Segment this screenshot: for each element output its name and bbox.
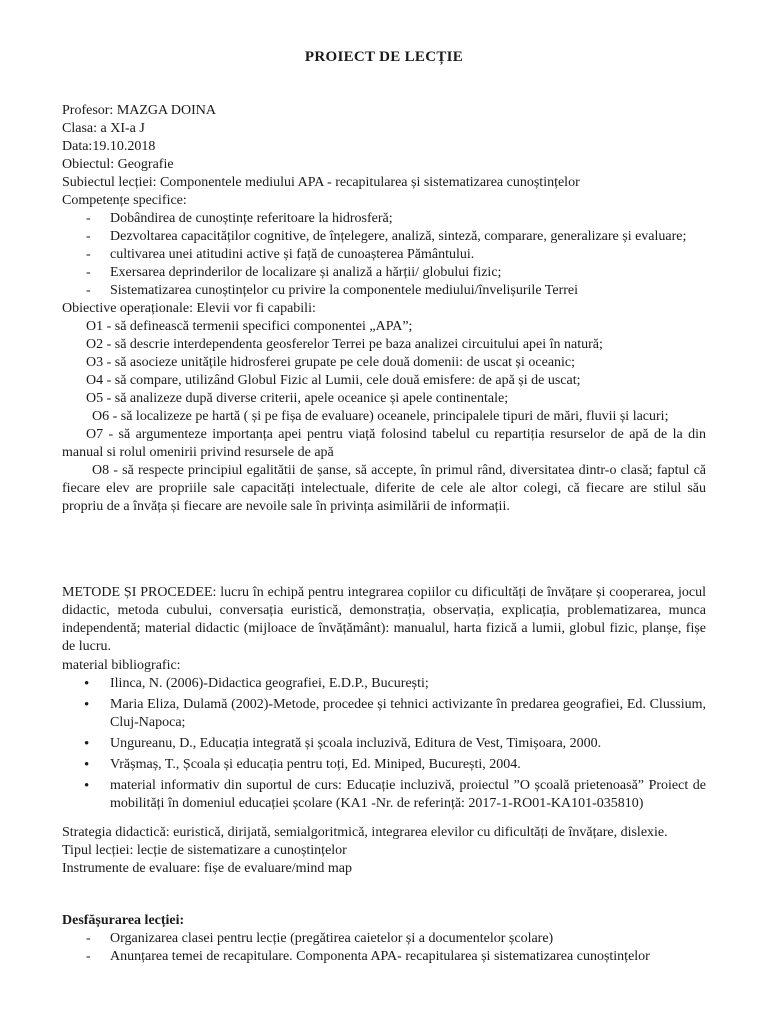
- methods-paragraph: METODE ȘI PROCEDEE: lucru în echipă pentru integrarea copiilor cu dificultăți de învățare și cooperarea, jocul didactic, metoda cubului, conversația euristică, demonstrația, observația, explicația, problematizarea, munca independentă; material didactic (mijloace de învățământ): manualul, harta fizică a lumii, globul fizic, planșe, fișe de lucru.: [62, 585, 706, 654]
- evaluation-tools-line: Instrumente de evaluare: fișe de evaluare/mind map: [62, 861, 352, 876]
- strategy-section: [62, 824, 706, 878]
- list-item: • Ilinca, N. (2006)-Didactica geografiei, E.D.P., București;: [62, 675, 706, 693]
- objectives-heading: Obiective operaționale: Elevii vor fi capabili:: [62, 301, 316, 316]
- date-line: Data:19.10.2018: [62, 139, 156, 154]
- bibliography-section: [62, 657, 706, 816]
- lesson-info: [62, 102, 706, 516]
- bibliography-heading: material bibliografic:: [62, 658, 181, 673]
- objective-item: O5 - să analizeze după diverse criterii, apele oceanice și apele continentale;: [86, 391, 509, 406]
- objective-item: O4 - să compare, utilizând Globul Fizic al Lumii, cele două emisfere: de apă și de uscat;: [86, 373, 581, 388]
- strategy-line: Strategia didactică: euristică, dirijată, semialgoritmică, integrarea elevilor cu dificultăți de învățare, dislexie.: [62, 825, 668, 840]
- topic-line: Subiectul lecției: Componentele mediului APA - recapitularea și sistematizarea cunoștințelor: [62, 175, 580, 190]
- list-item: - Sistematizarea cunoștințelor cu privire la componentele mediului/învelișurile Terrei: [62, 282, 706, 300]
- subject-line: Obiectul: Geografie: [62, 157, 174, 172]
- objective-item: O1 - să definească termenii specifici componentei „APA”;: [86, 319, 413, 334]
- lesson-flow-section: [62, 912, 706, 966]
- list-item: - Exersarea deprinderilor de localizare și analiză a hărții/ globului fizic;: [62, 264, 706, 282]
- list-item: • Vrășmaș, T., Școala și educația pentru toți, Ed. Miniped, București, 2004.: [62, 756, 706, 774]
- lesson-type-line: Tipul lecției: lecție de sistematizare a cunoștințelor: [62, 843, 347, 858]
- objective-item: O6 - să localizeze pe hartă ( și pe fișa de evaluare) oceanele, principalele tipuri de mări, fluvii și lacuri;: [92, 409, 669, 424]
- list-item: - Anunțarea temei de recapitulare. Componenta APA- recapitularea și sistematizarea cunoștințelor: [62, 948, 706, 966]
- class-line: Clasa: a XI-a J: [62, 121, 145, 136]
- list-item: - Dobândirea de cunoștințe referitoare la hidrosferă;: [62, 210, 706, 228]
- objective-item: O8 - să respecte principiul egalitătii de șanse, să accepte, în primul rând, diversitatea dintr-o clasă; faptul că fiecare elev are propriile sale capacități intelectuale, diferite de cele ale altor colegi, că fiecare are stilul său propriu de a învăța și fiecare are nevoile sale în privința asimilării de informații.: [62, 463, 706, 514]
- objective-item: O7 - să argumenteze importanța apei pentru viață folosind tabelul cu repartiția resurselor de apă de la din manual si rolul omenirii privind resursele de apă: [62, 427, 706, 460]
- competencies-heading: Competențe specifice:: [62, 193, 187, 208]
- lesson-flow-heading: Desfășurarea lecției:: [62, 913, 185, 928]
- list-item: - Dezvoltarea capacităților cognitive, de înțelegere, analiză, sinteză, comparare, generalizare și evaluare;: [62, 228, 706, 246]
- list-item: • Ungureanu, D., Educația integrată și școala incluzivă, Editura de Vest, Timișoara, 2000.: [62, 735, 706, 753]
- list-item: • material informativ din suportul de curs: Educație incluzivă, proiectul ”O școală prietenoasă” Proiect de mobilități în domeniul educației școlare (KA1 -Nr. de referință: 2017-1-RO01-KA101-035810): [62, 777, 706, 813]
- objectives-list: [62, 318, 706, 516]
- teacher-line: Profesor: MAZGA DOINA: [62, 103, 216, 118]
- document-title: PROIECT DE LECȚIE: [304, 49, 464, 65]
- objective-item: O2 - să descrie interdependenta geosferelor Terrei pe baza analizei circuitului apei în natură;: [86, 337, 603, 352]
- list-item: • Maria Eliza, Dulamă (2002)-Metode, procedee și tehnici activizante în predarea geografiei, Ed. Clussium, Cluj-Napoca;: [62, 696, 706, 732]
- objective-item: O3 - să asocieze unitățile hidrosferei grupate pe cele două domenii: de uscat și oceanic;: [86, 355, 576, 370]
- competencies-list: [62, 210, 706, 300]
- list-item: - Organizarea clasei pentru lecție (pregătirea caietelor și a documentelor școlare): [62, 930, 706, 948]
- list-item: - cultivarea unei atitudini active și față de cunoașterea Pământului.: [62, 246, 706, 264]
